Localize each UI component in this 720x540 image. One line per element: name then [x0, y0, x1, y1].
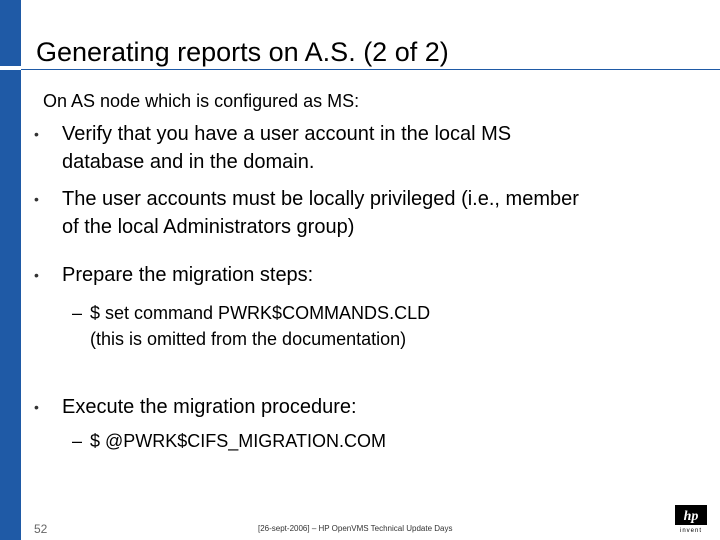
bullet-line: database and in the domain.: [62, 151, 315, 173]
logo-text: hp: [683, 509, 699, 524]
dash-icon: –: [72, 303, 83, 323]
sub-item: [72, 300, 430, 352]
slide-title: Generating reports on A.S. (2 of 2): [36, 37, 449, 67]
dash-icon: –: [72, 431, 83, 451]
side-accent-bar: [0, 0, 21, 540]
intro-text: On AS node which is configured as MS:: [43, 91, 360, 111]
sub-item: [72, 428, 386, 454]
sub-line: (this is omitted from the documentation): [90, 329, 407, 349]
bullet-icon: •: [34, 191, 39, 207]
bullet-item: [34, 185, 720, 241]
page-number: 52: [34, 522, 48, 536]
side-bar-notch: [0, 66, 21, 70]
bullet-icon: •: [34, 267, 39, 283]
bullet-line: Prepare the migration steps:: [62, 264, 314, 286]
logo-subtext: invent: [679, 528, 703, 533]
bullet-item: [34, 393, 720, 421]
bullet-icon: •: [34, 126, 39, 142]
sub-line: $ set command PWRK$COMMANDS.CLD: [90, 303, 431, 323]
bullet-line: Execute the migration procedure:: [62, 396, 357, 418]
bullet-line: of the local Administrators group): [62, 216, 355, 238]
bullet-item: [34, 261, 720, 289]
bullet-item: [34, 120, 720, 176]
sub-line: $ @PWRK$CIFS_MIGRATION.COM: [90, 431, 386, 451]
bullet-line: Verify that you have a user account in the local MS: [62, 123, 512, 145]
footer-text: [26-sept-2006] – HP OpenVMS Technical Update Days: [258, 524, 453, 533]
bullet-icon: •: [34, 399, 39, 415]
bullet-line: The user accounts must be locally privileged (i.e., member: [62, 188, 579, 210]
title-underline: [21, 69, 720, 70]
hp-logo-icon: [674, 505, 708, 533]
